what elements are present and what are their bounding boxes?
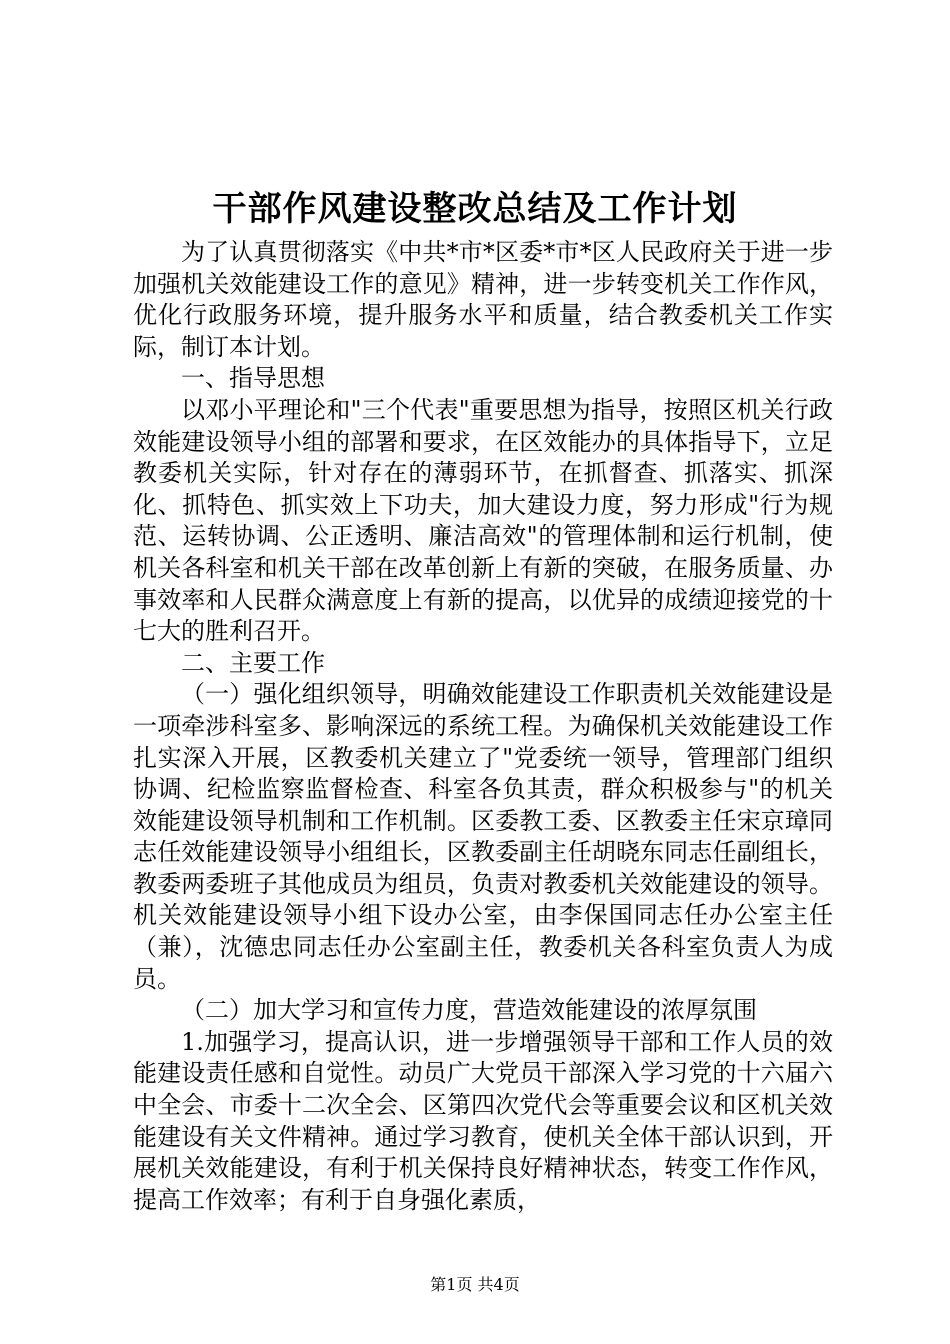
main-work-item-2-heading: （二）加大学习和宣传力度，营造效能建设的浓厚氛围: [181, 996, 757, 1025]
study-paragraph: 1.加强学习，提高认识，进一步增强领导干部和工作人员的效能建设责任感和自觉性。动员广大党员干部深入学习党的十六届六中全会、市委十二次全会、区第四次党代会等重要会议和区机关效能建设有关文件精神。通过学习教育，使机关全体干部认识到，开展机关效能建设，有利于机关保持良好精神状态，转变工作作风，提高工作效率；有利于自身强化素质，: [133, 1027, 833, 1214]
section-heading-main-work: 二、主要工作: [181, 648, 325, 677]
main-work-item-1-paragraph: （一）强化组织领导，明确效能建设工作职责机关效能建设是一项牵涉科室多、影响深远的系统工程。为确保机关效能建设工作扎实深入开展，区教委机关建立了"党委统一领导，管理部门组织协调、纪检监察监督检查、科室各负其责，群众积极参与"的机关效能建设领导机制和工作机制。区委教工委、区教委主任宋京璋同志任效能建设领导小组组长，区教委副主任胡晓东同志任副组长，教委两委班子其他成员为组员，负责对教委机关效能建设的领导。机关效能建设领导小组下设办公室，由李保国同志任办公室主任（兼），沈德忠同志任办公室副主任，教委机关各科室负责人为成员。: [133, 680, 833, 993]
guiding-ideology-paragraph: 以邓小平理论和"三个代表"重要思想为指导，按照区机关行政效能建设领导小组的部署和要求，在区效能办的具体指导下，立足教委机关实际，针对存在的薄弱环节，在抓督查、抓落实、抓深化、抓特色、抓实效上下功夫，加大建设力度，努力形成"行为规范、运转协调、公正透明、廉洁高效"的管理体制和运行机制，使机关各科室和机关干部在改革创新上有新的突破，在服务质量、办事效率和人民群众满意度上有新的提高，以优异的成绩迎接党的十七大的胜利召开。: [133, 395, 833, 646]
intro-paragraph: 为了认真贯彻落实《中共*市*区委*市*区人民政府关于进一步加强机关效能建设工作的意见》精神，进一步转变机关工作作风，优化行政服务环境，提升服务水平和质量，结合教委机关工作实际，制订本计划。: [133, 238, 833, 361]
section-heading-guiding-ideology: 一、指导思想: [181, 364, 325, 393]
page-footer: 第1页 共4页: [430, 1275, 520, 1294]
document-title: 干部作风建设整改总结及工作计划: [212, 189, 738, 229]
document-body: [133, 237, 833, 1216]
